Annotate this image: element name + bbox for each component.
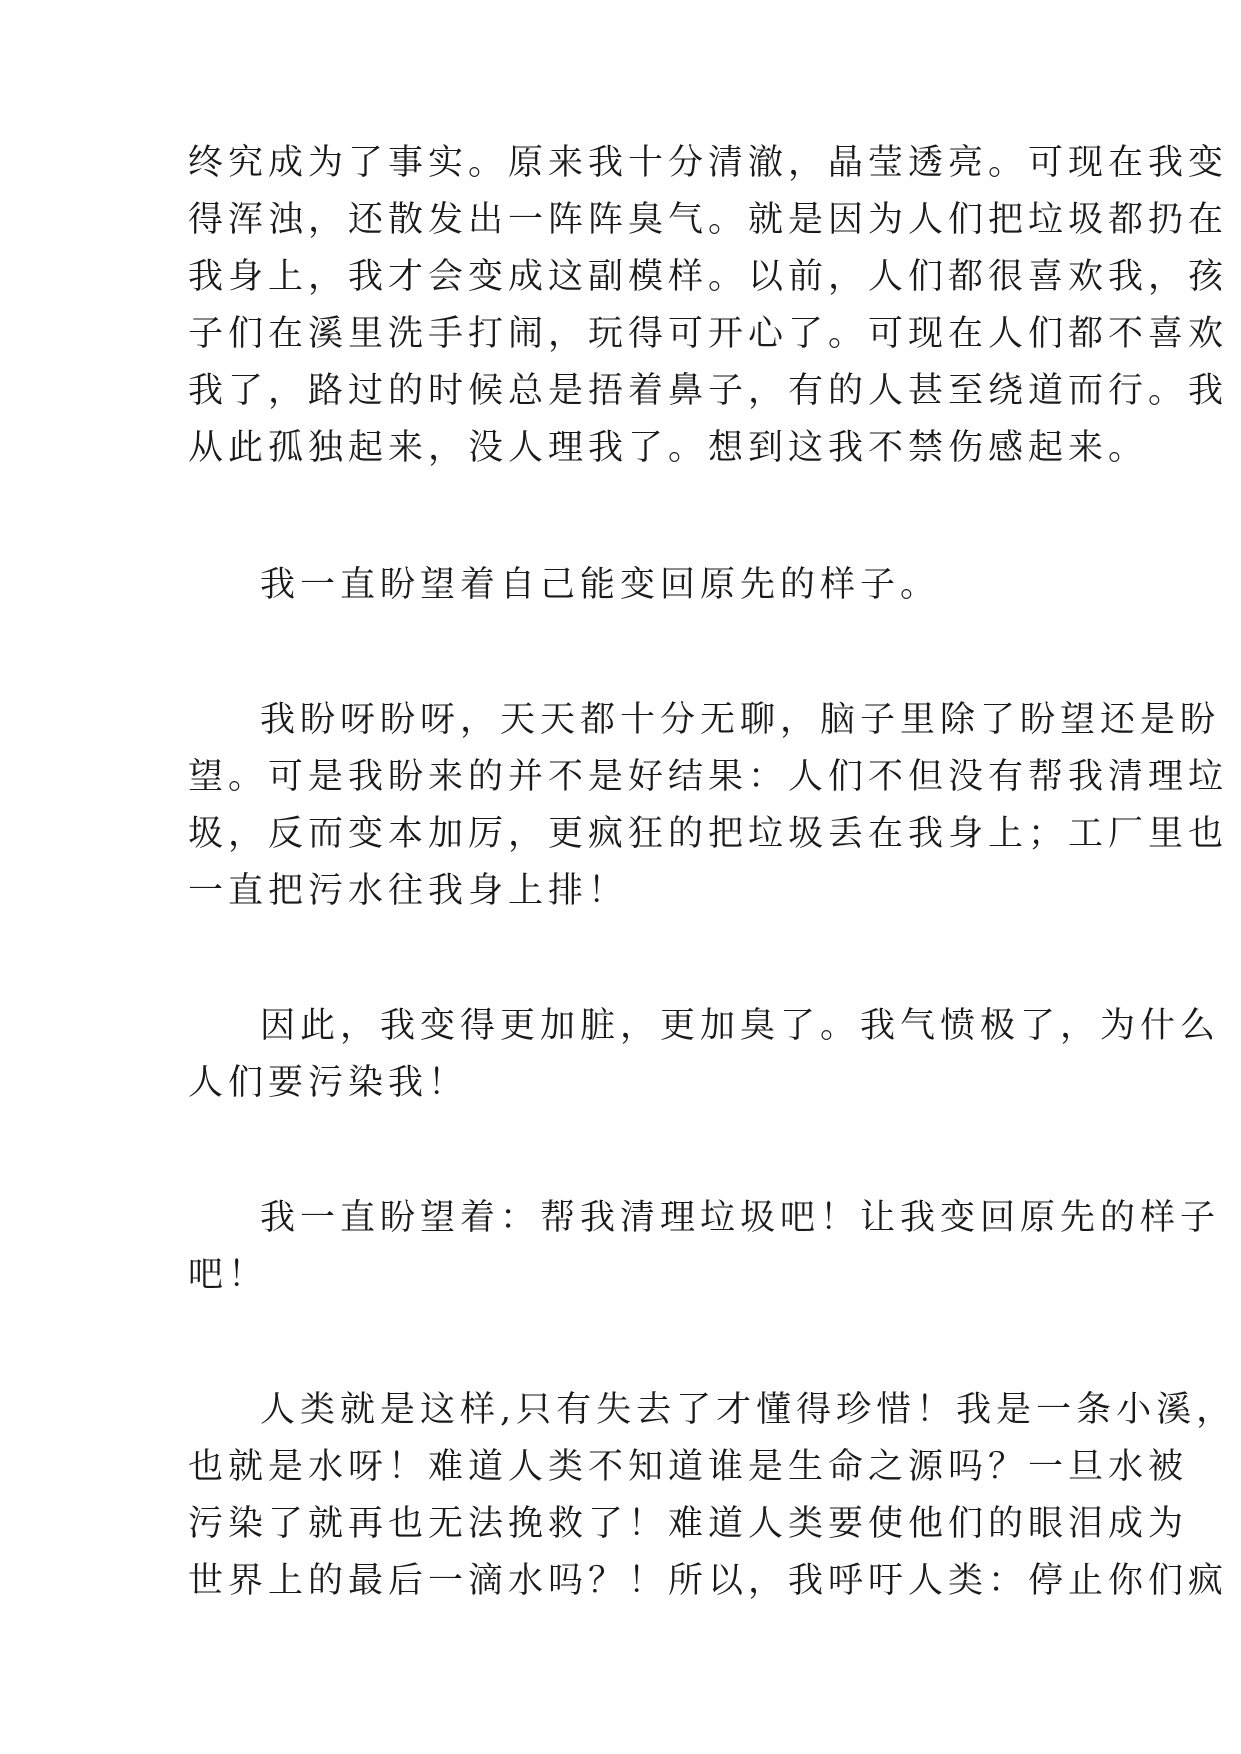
- text-line: 圾，反而变本加厉，更疯狂的把垃圾丢在我身上；工厂里也: [188, 814, 1229, 854]
- text-line: 我了，路过的时候总是捂着鼻子，有的人甚至绕道而行。我: [188, 371, 1229, 411]
- text-line: 我盼呀盼呀，天天都十分无聊，脑子里除了盼望还是盼: [260, 700, 1221, 740]
- text-line: 子们在溪里洗手打闹，玩得可开心了。可现在人们都不喜欢: [188, 314, 1229, 354]
- text-line: 污染了就再也无法挽救了！难道人类要使他们的眼泪成为: [188, 1504, 1189, 1544]
- text-line: 一直把污水往我身上排！: [188, 871, 629, 911]
- text-line: 吧！: [188, 1255, 269, 1295]
- text-line: 我一直盼望着：帮我清理垃圾吧！让我变回原先的样子: [260, 1198, 1221, 1238]
- text-line: 人们要污染我！: [188, 1063, 469, 1103]
- text-line: 得浑浊，还散发出一阵阵臭气。就是因为人们把垃圾都扔在: [188, 200, 1229, 240]
- text-line: 终究成为了事实。原来我十分清澈，晶莹透亮。可现在我变: [188, 143, 1229, 183]
- text-line: 我一直盼望着自己能变回原先的样子。: [260, 565, 941, 605]
- text-line: 人类就是这样,只有失去了才懂得珍惜！我是一条小溪，: [260, 1390, 1237, 1430]
- text-line: 从此孤独起来，没人理我了。想到这我不禁伤感起来。: [188, 428, 1149, 468]
- text-line: 望。可是我盼来的并不是好结果：人们不但没有帮我清理垃: [188, 757, 1229, 797]
- text-line: 也就是水呀！难道人类不知道谁是生命之源吗？一旦水被: [188, 1447, 1189, 1487]
- text-line: 因此，我变得更加脏，更加臭了。我气愤极了，为什么: [260, 1006, 1221, 1046]
- text-line: 我身上，我才会变成这副模样。以前，人们都很喜欢我，孩: [188, 257, 1229, 297]
- text-line: 世界上的最后一滴水吗？！所以，我呼吁人类：停止你们疯: [188, 1561, 1229, 1601]
